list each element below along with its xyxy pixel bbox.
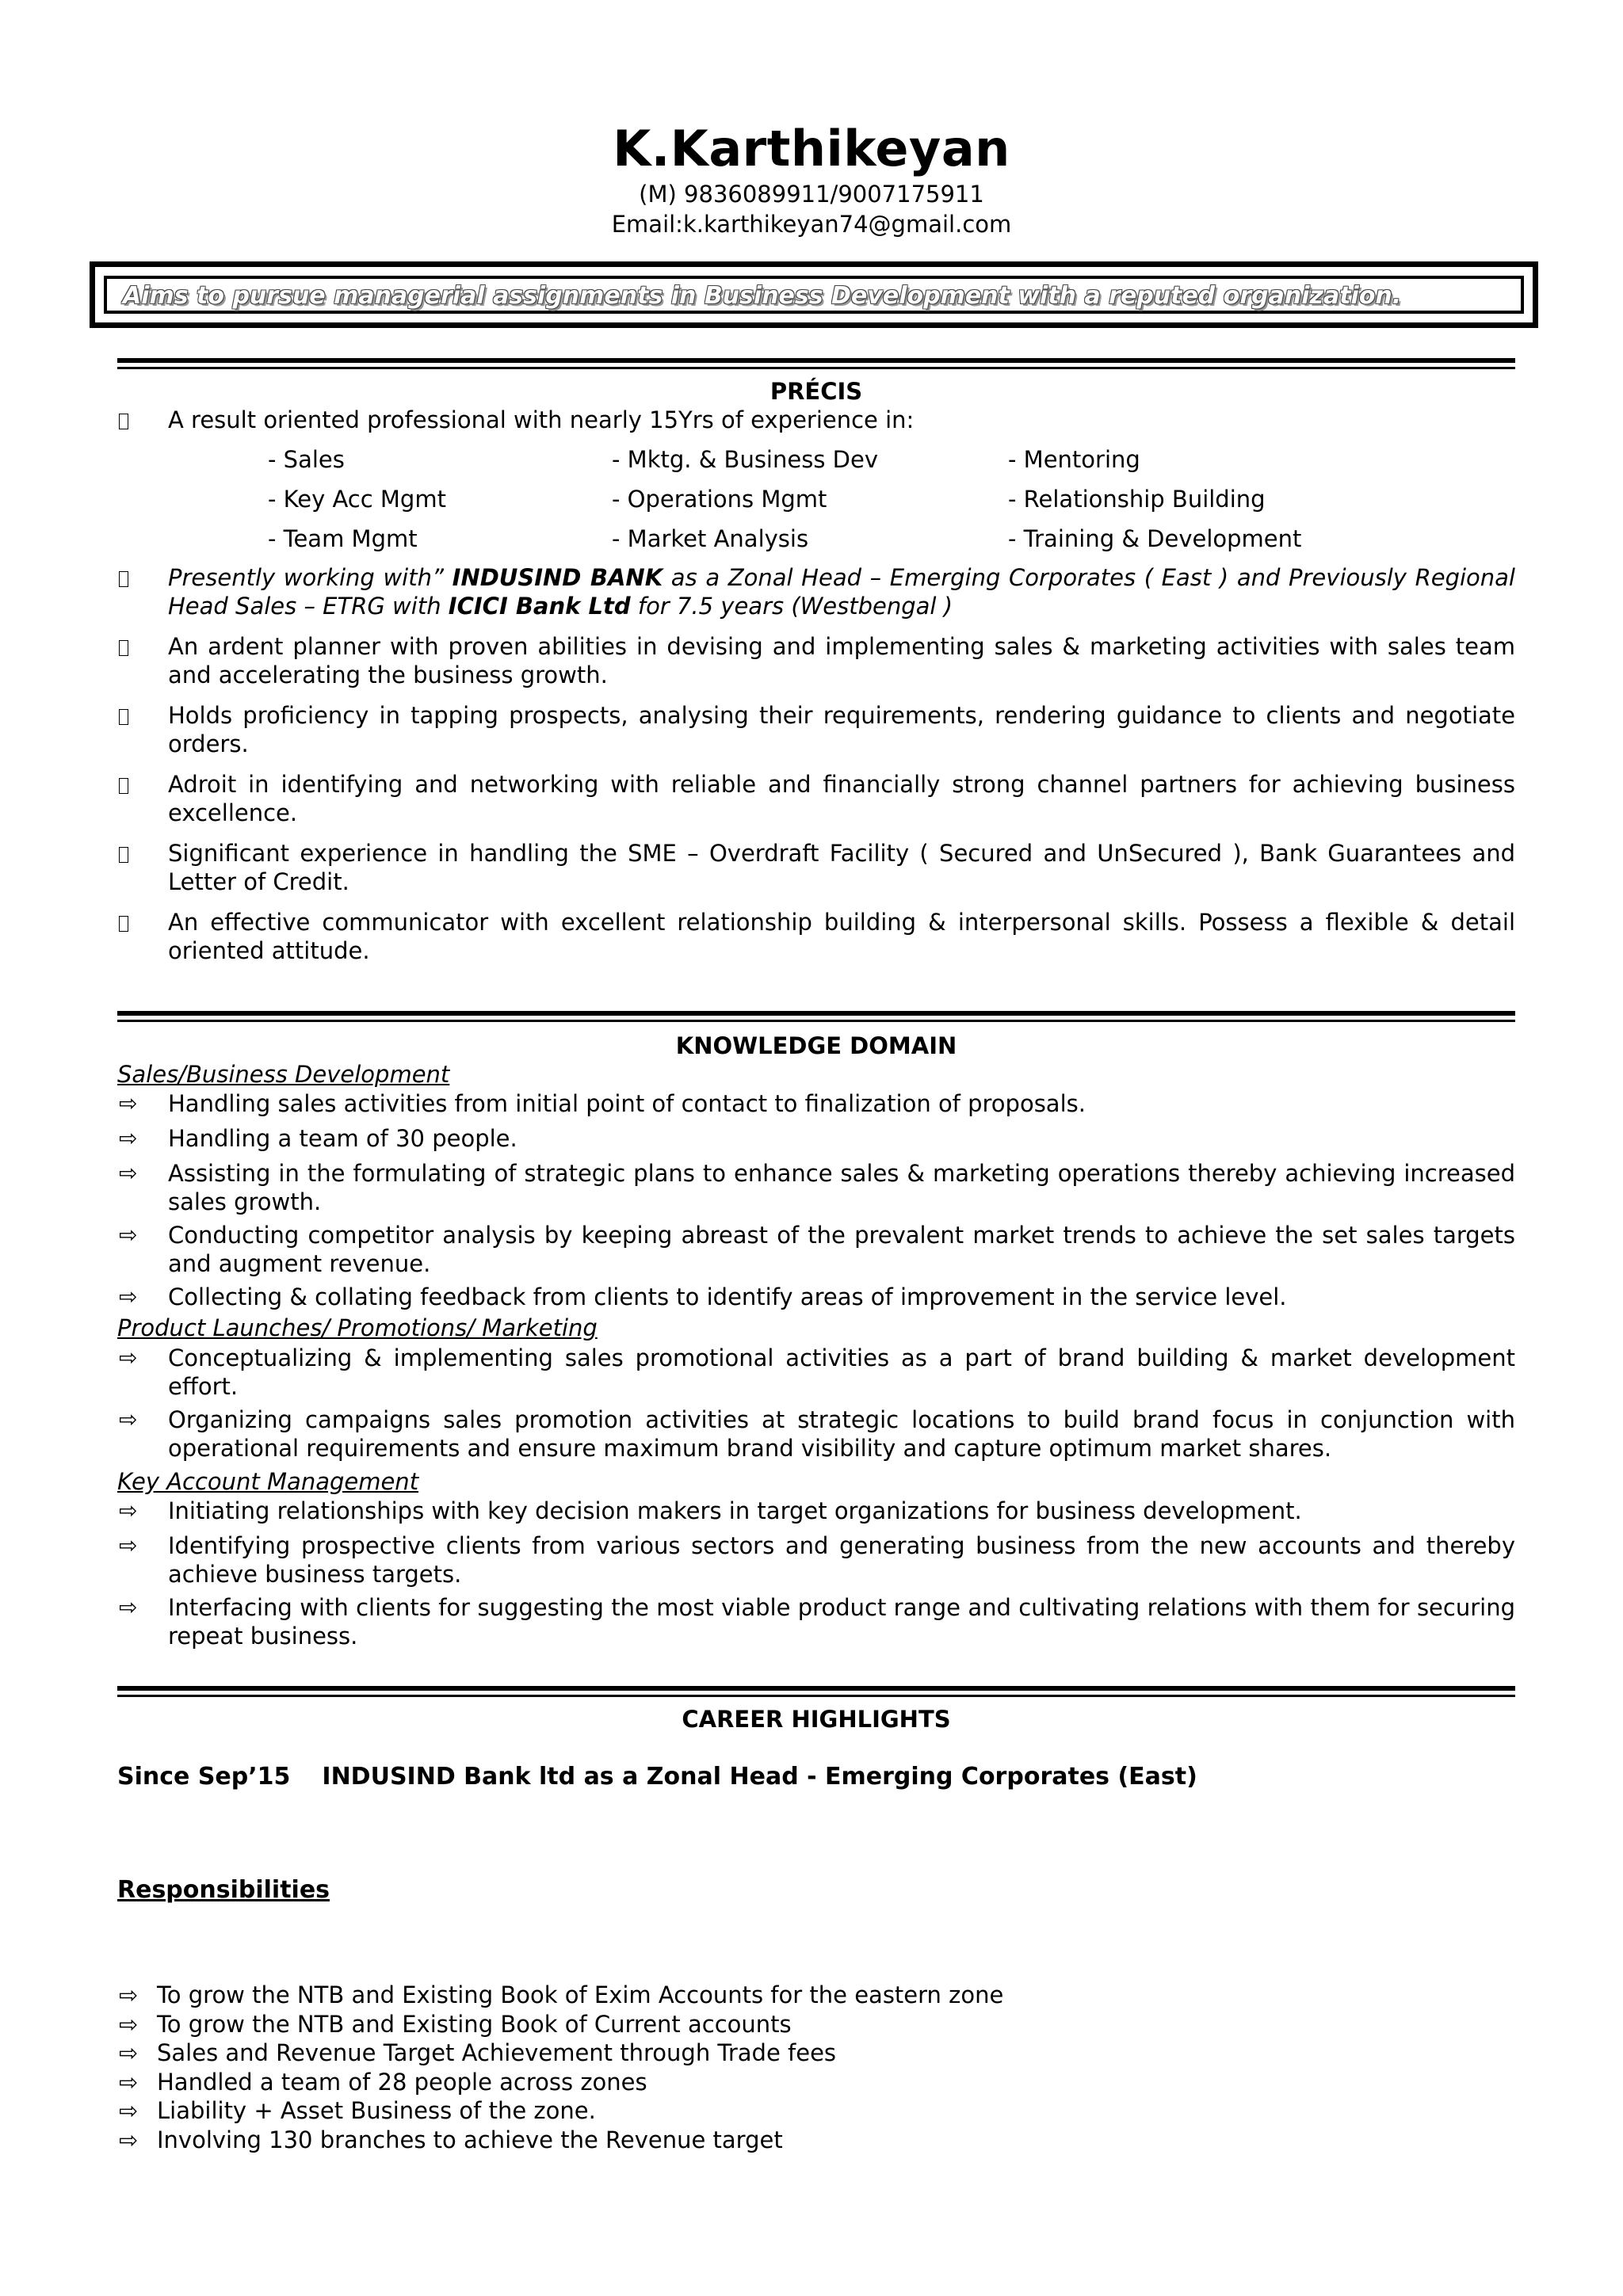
precis-title: PRÉCIS [769,378,863,405]
objective-text: Aims to pursue managerial assignments in Business Development with a reputed organization. [123,282,1402,310]
hollow-arrow-icon: ⇨ [119,2097,139,2124]
hollow-arrow-icon: ⇨ [119,2126,139,2153]
skill-item: - Sales [268,446,345,473]
skill-item: - Mentoring [1008,446,1140,473]
resume-header [0,119,1623,239]
precis-point: Significant experience in handling the SME – Overdraft Facility ( Secured and UnSecured ), Bank Guarantees and Letter of Credit. [117,839,1515,896]
hollow-arrow-icon: ⇨ [119,1497,138,1524]
skill-item: - Training & Development [1008,525,1302,552]
knowledge-subheading: Product Launches/ Promotions/ Marketing [117,1314,598,1341]
responsibility-item: ⇨ Sales and Revenue Target Achievement through Trade fees [119,2039,837,2066]
candidate-name: K.Karthikeyan [613,120,1010,177]
responsibility-item: ⇨ Liability + Asset Business of the zone. [119,2097,596,2124]
square-bullet-icon [119,908,151,938]
square-bullet-icon [119,701,151,731]
square-bullet-icon [119,563,151,593]
hollow-arrow-icon: ⇨ [119,2068,139,2096]
phone-number: (M) 9836089911/9007175911 [639,181,984,208]
responsibility-item: ⇨ Handled a team of 28 people across zones [119,2068,647,2096]
knowledge-item: ⇨ Conducting competitor analysis by keeping abreast of the prevalent market trends to achieve the set sales targets and augment revenue. [119,1222,1515,1277]
precis-point: Holds proficiency in tapping prospects, analysing their requirements, rendering guidance to clients and negotiate orders. [117,701,1515,758]
hollow-arrow-icon: ⇨ [119,1981,139,2008]
hollow-arrow-icon: ⇨ [119,1406,138,1432]
knowledge-item: ⇨ Assisting in the formulating of strategic plans to enhance sales & marketing operations thereby achieving increased sales growth. [119,1160,1515,1215]
section-divider [117,358,1515,372]
knowledge-item: ⇨ Handling a team of 30 people. [119,1125,517,1152]
knowledge-title: KNOWLEDGE DOMAIN [675,1032,957,1059]
current-position [117,1762,1197,1792]
square-bullet-icon [119,839,151,869]
hollow-arrow-icon: ⇨ [119,1125,138,1151]
precis-intro: A result oriented professional with nearly 15Yrs of experience in: [117,406,1515,434]
knowledge-item: ⇨ Conceptualizing & implementing sales promotional activities as a part of brand building & market development effort. [119,1344,1515,1400]
knowledge-item: ⇨ Organizing campaigns sales promotion activities at strategic locations to build brand focus in conjunction with operational requirements and ensure maximum brand visibility and capture optimum market shares. [119,1406,1515,1462]
hollow-arrow-icon: ⇨ [119,1532,138,1558]
skill-item: - Operations Mgmt [612,486,827,513]
knowledge-item: ⇨ Identifying prospective clients from various sectors and generating business from the new accounts and thereby achieve business targets. [119,1532,1515,1588]
since-role: INDUSIND Bank ltd as a Zonal Head - Emerging Corporates (East) [322,1763,1197,1791]
hollow-arrow-icon: ⇨ [119,2039,139,2066]
skill-item: - Mktg. & Business Dev [612,446,878,473]
career-title: CAREER HIGHLIGHTS [682,1706,951,1733]
knowledge-subheading: Key Account Management [117,1468,419,1495]
square-bullet-icon [119,770,151,800]
precis-current-role: Presently working with” INDUSIND BANK as a Zonal Head – Emerging Corporates ( East ) and Previously Regional Head Sales – ETRG with ICICI Bank Ltd for 7.5 years (Westbengal ) [117,563,1515,620]
knowledge-item: ⇨ Initiating relationships with key decision makers in target organizations for business development. [119,1497,1302,1524]
objective-inner-frame [104,276,1524,314]
responsibility-item: ⇨ Involving 130 branches to achieve the Revenue target [119,2126,783,2153]
section-divider [117,1011,1515,1025]
precis-point: An effective communicator with excellent relationship building & interpersonal skills. Possess a flexible & detail oriented attitude. [117,908,1515,965]
square-bullet-icon [119,632,151,662]
knowledge-subheading: Sales/Business Development [117,1061,450,1088]
section-divider [117,1686,1515,1700]
skill-item: - Market Analysis [612,525,809,552]
skill-item: - Relationship Building [1008,486,1266,513]
hollow-arrow-icon: ⇨ [119,2010,139,2038]
responsibilities-list [117,1981,1003,2154]
hollow-arrow-icon: ⇨ [119,1283,138,1310]
skill-item: - Key Acc Mgmt [268,486,446,513]
square-bullet-icon [119,406,151,436]
knowledge-item: ⇨ Handling sales activities from initial point of contact to finalization of proposals. [119,1090,1086,1117]
hollow-arrow-icon: ⇨ [119,1090,138,1116]
hollow-arrow-icon: ⇨ [119,1344,138,1371]
knowledge-item: ⇨ Interfacing with clients for suggesting the most viable product range and cultivating relations with them for securing repeat business. [119,1594,1515,1650]
responsibility-item: ⇨ To grow the NTB and Existing Book of Current accounts [119,2010,792,2038]
knowledge-item: ⇨ Collecting & collating feedback from clients to identify areas of improvement in the service level. [119,1283,1287,1310]
responsibilities-heading: Responsibilities [117,1876,330,1904]
precis-point: An ardent planner with proven abilities in devising and implementing sales & marketing activities with sales team and accelerating the business growth. [117,632,1515,689]
objective-box [90,261,1538,328]
hollow-arrow-icon: ⇨ [119,1594,138,1620]
email-address: Email:k.karthikeyan74@gmail.com [611,211,1012,238]
responsibility-item: ⇨ To grow the NTB and Existing Book of Exim Accounts for the eastern zone [119,1981,1004,2008]
since-label: Since Sep’15 [117,1763,291,1791]
skill-item: - Team Mgmt [268,525,418,552]
hollow-arrow-icon: ⇨ [119,1160,138,1186]
precis-point: Adroit in identifying and networking with reliable and financially strong channel partners for achieving business excellence. [117,770,1515,827]
hollow-arrow-icon: ⇨ [119,1222,138,1248]
